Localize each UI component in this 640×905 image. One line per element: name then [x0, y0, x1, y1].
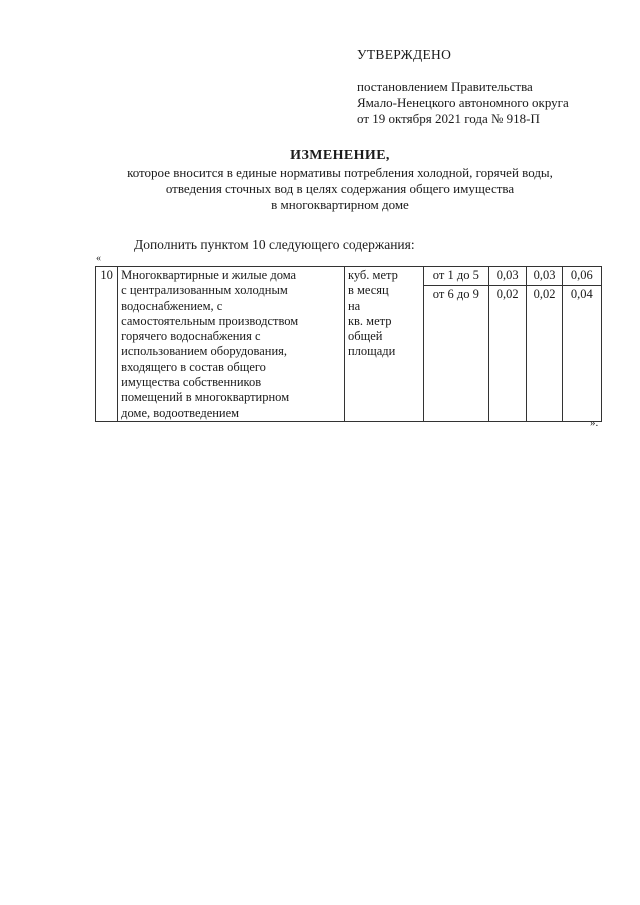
description-line: водоснабжением, с [121, 298, 223, 313]
norm-value-cell: 0,03 [489, 267, 527, 286]
title-block [70, 148, 610, 213]
description-cell [118, 267, 345, 422]
approval-label: УТВЕРЖДЕНО [357, 47, 452, 62]
approval-line: постановлением Правительства [357, 79, 533, 94]
close-quote-mark: ». [590, 417, 599, 429]
description-line: горячего водоснабжения с [121, 329, 261, 344]
unit-cell [344, 267, 423, 422]
description-line: с централизованным холодным [121, 283, 288, 298]
title-line: которое вносится в единые нормативы потребления холодной, горячей воды, [127, 165, 553, 180]
description-line: доме, водоотведением [121, 405, 240, 420]
document-heading: ИЗМЕНЕНИЕ, [290, 148, 390, 163]
description-line: использованием оборудования, [121, 344, 288, 359]
approval-line: Ямало-Ненецкого автономного округа [357, 95, 569, 110]
unit-line: площади [347, 344, 396, 359]
row-number-cell [96, 267, 118, 422]
row-number: 10 [100, 268, 113, 282]
table-row [96, 267, 602, 286]
norm-value-cell: 0,03 [527, 267, 562, 286]
norm-value-cell: 0,04 [562, 285, 601, 421]
norm-value-cell: 0,06 [562, 267, 601, 286]
norms-table [95, 266, 602, 422]
floor-range-cell: от 1 до 5 [423, 267, 489, 286]
description-line: имущества собственников [121, 375, 262, 390]
unit-line: общей [347, 329, 383, 344]
approval-line: от 19 октября 2021 года № 918-П [357, 111, 540, 126]
title-line: отведения сточных вод в целях содержания общего имущества [165, 181, 515, 196]
approval-block [357, 47, 627, 127]
unit-line: на [347, 298, 361, 313]
norm-value-cell: 0,02 [489, 285, 527, 421]
description-line: входящего в состав общего [121, 359, 266, 374]
title-line: в многоквартирном доме [271, 197, 409, 212]
unit-line: в месяц [347, 283, 389, 298]
floor-range-cell: от 6 до 9 [423, 285, 489, 421]
description-line: самостоятельным производством [121, 313, 299, 328]
description-line: Многоквартирные и жилые дома [121, 268, 297, 282]
unit-line: куб. метр [347, 268, 398, 282]
intro-text: Дополнить пунктом 10 следующего содержания: [134, 237, 415, 252]
description-line: помещений в многоквартирном [121, 390, 290, 405]
norm-value-cell: 0,02 [527, 285, 562, 421]
unit-line: кв. метр [347, 313, 392, 328]
open-quote-mark: « [96, 253, 101, 264]
